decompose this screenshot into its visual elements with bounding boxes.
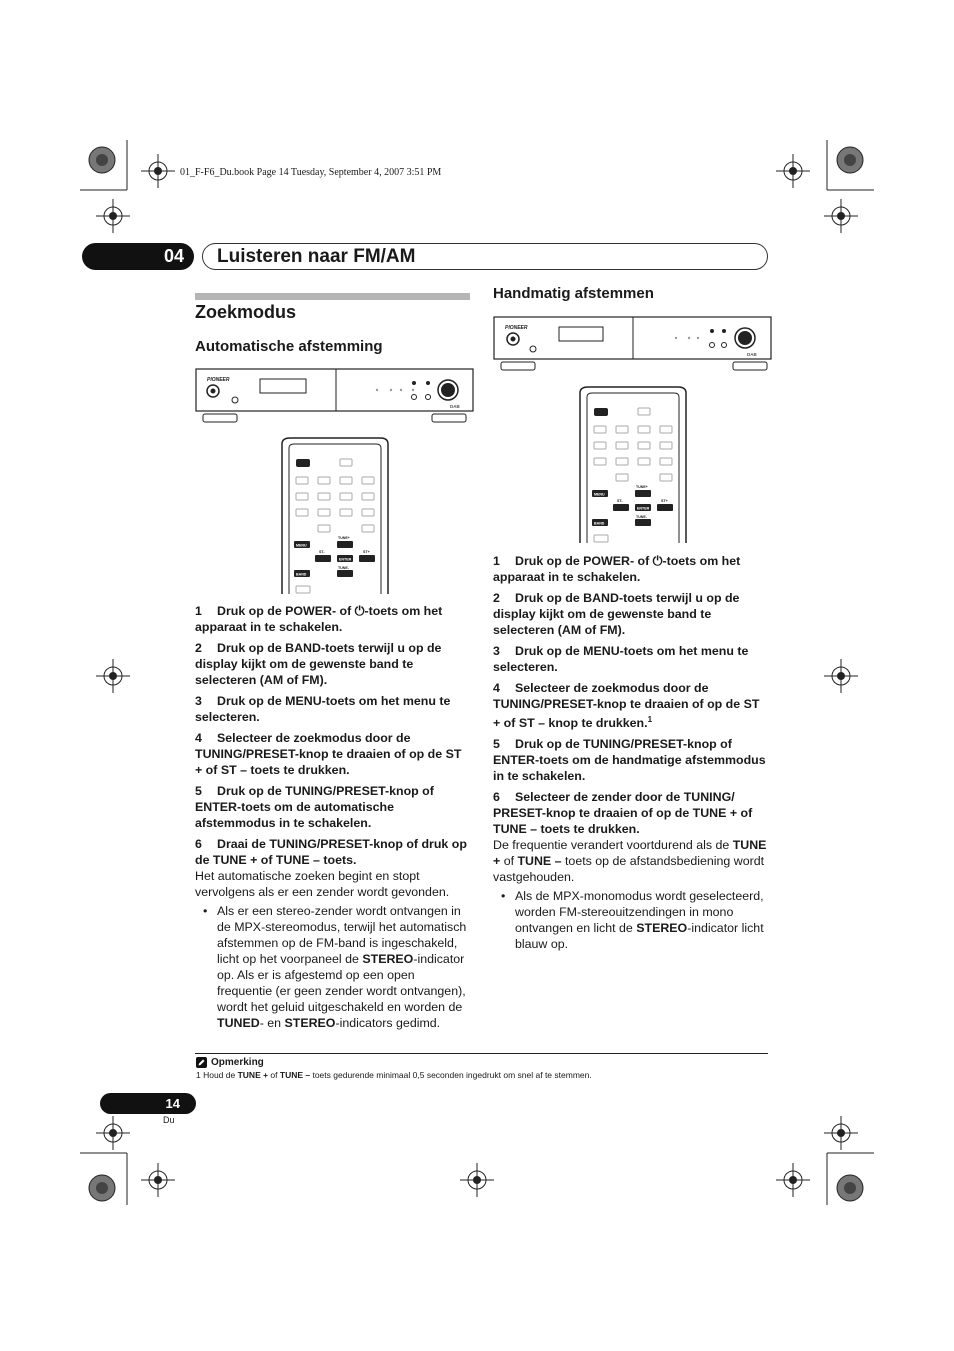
registration-cross-icon [141, 1163, 175, 1197]
registration-cross-icon [460, 1163, 494, 1197]
body-paragraph: De frequentie verandert voortdurend als de TUNE + of TUNE – toets op de afstandsbediening wordt vastgehouden. [493, 838, 767, 885]
step-item: 1 Druk op de POWER- of ⏻-toets om het apparaat in te schakelen. [493, 554, 741, 584]
registration-cross-icon [776, 1163, 810, 1197]
svg-text:TUNE-: TUNE- [636, 515, 647, 519]
svg-text:ST-: ST- [617, 499, 623, 503]
bullet-item: • Als de MPX-monomodus wordt geselecteerd, worden FM-stereouitzendingen in mono ontvangen en licht de STEREO-indicator licht blauw op. [493, 888, 768, 952]
svg-text:BAND: BAND [594, 521, 605, 526]
registration-cross-icon [824, 199, 858, 233]
step-item: 6 Selecteer de zender door de TUNING/ PRESET-knop te draaien of op de TUNE + of TUNE – toets te drukken. [493, 790, 753, 837]
svg-text:ENTER: ENTER [637, 506, 650, 511]
registration-star-icon [89, 147, 115, 173]
pencil-note-icon [196, 1057, 207, 1068]
subsection-title-manual: Handmatig afstemmen [493, 285, 654, 302]
step-item: 6 Draai de TUNING/PRESET-knop of druk op de TUNE + of TUNE – toets. [195, 837, 467, 867]
svg-text:TUNE+: TUNE+ [338, 536, 350, 540]
remote-control-illustration [280, 436, 390, 596]
step-item: 3 Druk op de MENU-toets om het menu te selecteren. [493, 644, 749, 674]
step-item: 5 Druk op de TUNING/PRESET-knop of ENTER-toets om de automatische afstemmodus in te schakelen. [195, 784, 434, 830]
book-info-line: 01_F-F6_Du.book Page 14 Tuesday, September 4, 2007 3:51 PM [180, 167, 442, 178]
note-divider [195, 1053, 768, 1054]
svg-text:TUNE-: TUNE- [338, 566, 349, 570]
step-item: 4 Selecteer de zoekmodus door de TUNING/PRESET-knop te draaien of op de ST + of ST – toets te drukken. [195, 731, 462, 777]
svg-text:DAB: DAB [450, 404, 460, 409]
note-title: Opmerking [196, 1057, 264, 1068]
svg-text:MENU: MENU [594, 492, 605, 497]
registration-cross-icon [824, 1116, 858, 1150]
svg-text:DAB: DAB [747, 352, 757, 357]
footnote-ref: 1 [647, 715, 653, 724]
subsection-title-auto: Automatische afstemming [195, 338, 383, 355]
right-column-text [493, 553, 768, 952]
step-item: 5 Druk op de TUNING/PRESET-knop of ENTER-toets om de handmatige afstemmodus in te schakelen. [493, 737, 766, 784]
registration-star-icon [837, 1175, 863, 1201]
body-paragraph: Het automatische zoeken begint en stopt vervolgens als er een zender wordt gevonden. [195, 869, 450, 899]
remote-control-illustration [578, 385, 688, 545]
section-title: Zoekmodus [195, 302, 297, 322]
registration-star-icon [837, 147, 863, 173]
svg-text:TUNE+: TUNE+ [636, 485, 648, 489]
registration-star-icon [89, 1175, 115, 1201]
step-item: 2 Druk op de BAND-toets terwijl u op de display kijkt om de gewenste band te selecteren (AM of FM). [195, 641, 442, 687]
chapter-number: 04 [82, 243, 194, 270]
page-language: Du [163, 1115, 175, 1125]
chapter-title: Luisteren naar FM/AM [202, 243, 768, 270]
svg-text:ST+: ST+ [661, 499, 668, 503]
svg-text:BAND: BAND [296, 572, 307, 577]
note-text: 1 Houd de TUNE + of TUNE – toets gedurende minimaal 0,5 seconden ingedrukt om snel af te stemmen. [196, 1070, 592, 1080]
registration-cross-icon [96, 1116, 130, 1150]
device-front-panel-illustration [493, 316, 773, 378]
section-rule [195, 293, 470, 300]
registration-cross-icon [96, 199, 130, 233]
svg-text:MENU: MENU [296, 543, 307, 548]
step-item: 4 Selecteer de zoekmodus door de TUNING/PRESET-knop te draaien of op de ST + of ST – knop te drukken.$^1$ [493, 681, 760, 731]
brand-logo-text: PIONEER [207, 377, 230, 383]
bullet-item: • Als er een stereo-zender wordt ontvangen in de MPX-stereomodus, terwijl het automatisch afstemmen op de FM-band is ingeschakeld, licht op het voorpaneel de STEREO-indicator op. Als er is afgestemd op een open frequentie (er geen zender wordt ontvangen), wordt het geluid uitgeschakeld en worden de TUNED- en STEREO-indicators gedimd. [195, 903, 470, 1031]
left-column-text [195, 603, 470, 1031]
registration-cross-icon [141, 154, 175, 188]
registration-cross-icon [776, 154, 810, 188]
registration-cross-icon [96, 659, 130, 693]
svg-text:ENTER: ENTER [339, 557, 352, 562]
page-number: 14 [100, 1093, 196, 1114]
step-item: 2 Druk op de BAND-toets terwijl u op de display kijkt om de gewenste band te selecteren (AM of FM). [493, 591, 740, 637]
device-front-panel-illustration [195, 368, 475, 430]
step-item: 3 Druk op de MENU-toets om het menu te selecteren. [195, 694, 451, 724]
step-item: 1 Druk op de POWER- of ⏻-toets om het apparaat in te schakelen. [195, 604, 443, 634]
svg-text:ST-: ST- [319, 550, 325, 554]
brand-logo-text: PIONEER [505, 325, 528, 331]
svg-text:ST+: ST+ [363, 550, 370, 554]
registration-cross-icon [824, 659, 858, 693]
